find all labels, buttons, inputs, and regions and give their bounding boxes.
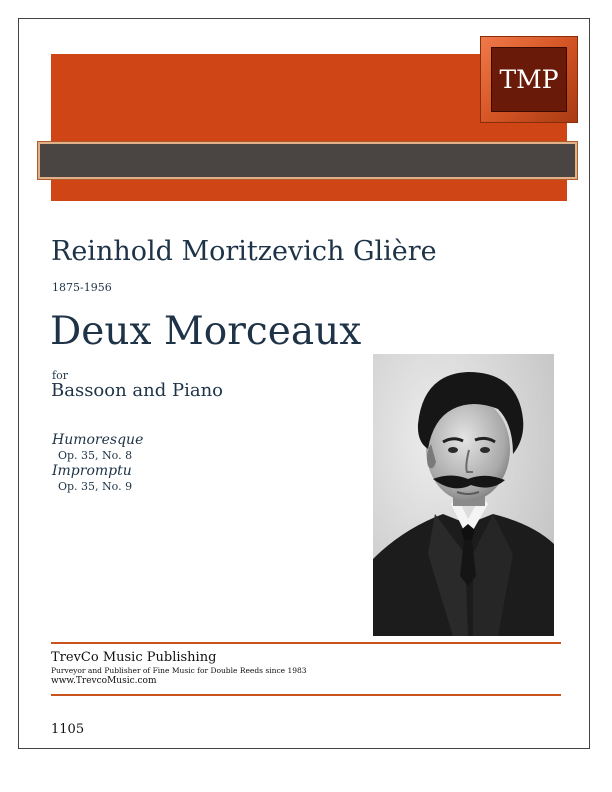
catalog-number: 1105 [51, 722, 85, 737]
work-opus: Op. 35, No. 8 [58, 449, 133, 462]
logo-text: TMP [499, 65, 559, 94]
footer-rule-top [51, 642, 561, 644]
composer-name: Reinhold Moritzevich Glière [51, 236, 437, 267]
tmp-logo [480, 36, 578, 123]
publisher-name: TrevCo Music Publishing [51, 650, 217, 665]
work-opus: Op. 35, No. 9 [58, 480, 133, 493]
tmp-logo-inner [491, 47, 567, 112]
header-bar [38, 142, 577, 179]
work-title: Impromptu [52, 463, 132, 479]
footer-rule-bottom [51, 694, 561, 696]
composer-dates: 1875-1956 [52, 281, 112, 294]
publisher-tagline: Purveyor and Publisher of Fine Music for Double Reeds since 1983 [51, 666, 307, 675]
for-label: for [52, 369, 68, 382]
composer-portrait [373, 354, 554, 636]
instrumentation: Bassoon and Piano [51, 380, 224, 401]
portrait-image [373, 354, 554, 636]
publisher-website: www.TrevcoMusic.com [51, 676, 157, 686]
work-title: Humoresque [52, 432, 144, 448]
works-list [52, 432, 143, 494]
piece-title: Deux Morceaux [50, 309, 362, 354]
